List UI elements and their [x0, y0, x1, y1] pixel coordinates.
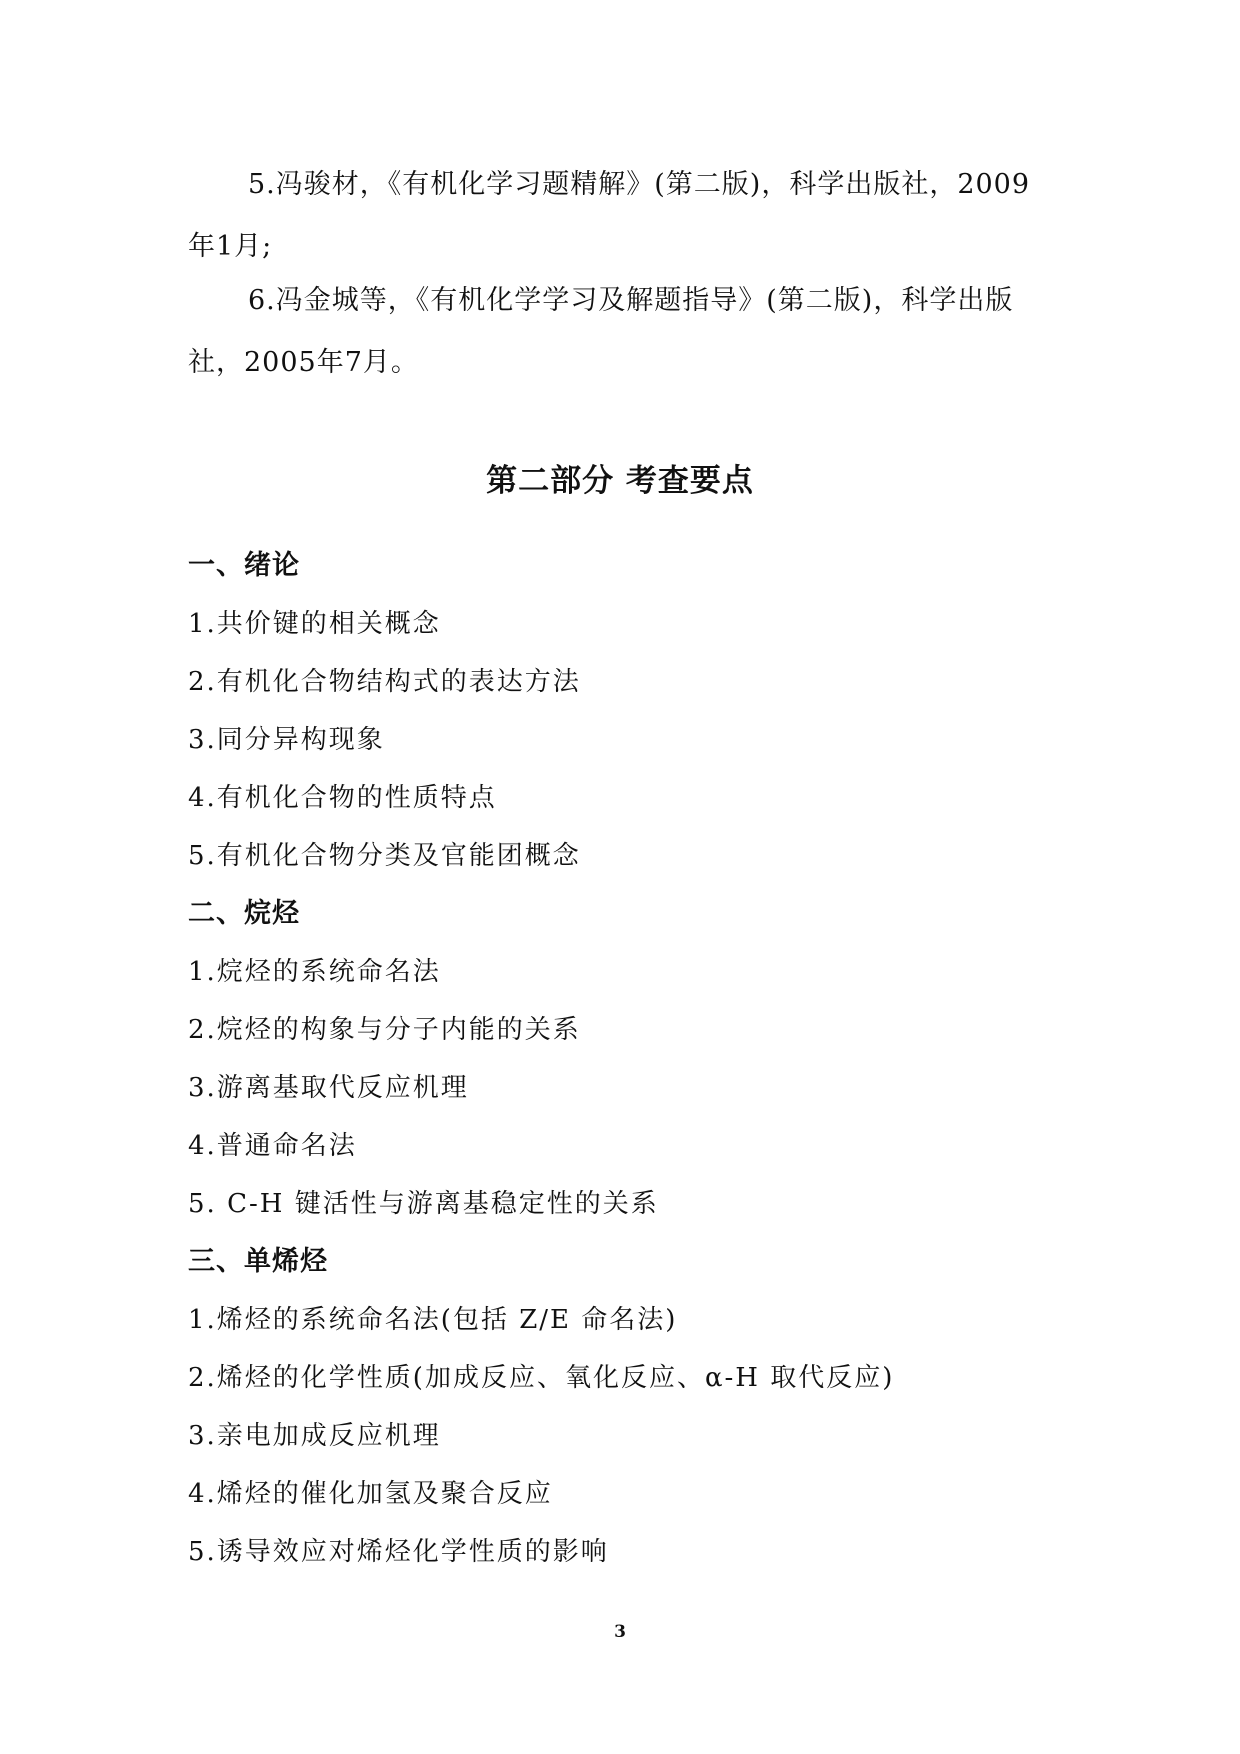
- list-item: 3.亲电加成反应机理: [188, 1421, 441, 1451]
- reference-5: 5.冯骏材，《有机化学习题精解》(第二版)，科学出版社，2009年1月;: [188, 169, 1031, 262]
- list-item: 4.普通命名法: [188, 1131, 357, 1161]
- section-heading: 三、单烯烃: [188, 1246, 328, 1277]
- page-number: 3: [614, 1622, 626, 1642]
- section-introduction: [188, 537, 1088, 885]
- list-item: 3.同分异构现象: [188, 725, 385, 755]
- key-points-list: [188, 537, 1088, 1581]
- list-item: 4.有机化合物的性质特点: [188, 783, 497, 813]
- section-alkenes: [188, 1233, 1088, 1581]
- list-item: 5.诱导效应对烯烃化学性质的影响: [188, 1537, 609, 1567]
- list-item: 4.烯烃的催化加氢及聚合反应: [188, 1479, 553, 1509]
- list-item: 3.游离基取代反应机理: [188, 1073, 469, 1103]
- section-heading: 二、烷烃: [188, 898, 300, 929]
- list-item: 1.烯烃的系统命名法(包括 Z/E 命名法): [188, 1305, 678, 1335]
- list-item: 2.烷烃的构象与分子内能的关系: [188, 1015, 581, 1045]
- list-item: 1.烷烃的系统命名法: [188, 957, 441, 987]
- section-alkanes: [188, 885, 1088, 1233]
- reference-6: 6.冯金城等，《有机化学学习及解题指导》(第二版)，科学出版社，2005年7月。: [188, 285, 1014, 378]
- list-item: 1.共价键的相关概念: [188, 609, 441, 639]
- list-item: 2.有机化合物结构式的表达方法: [188, 667, 581, 697]
- list-item: 5.有机化合物分类及官能团概念: [188, 841, 581, 871]
- section-heading: 一、绪论: [188, 550, 300, 581]
- list-item: 5. C-H 键活性与游离基稳定性的关系: [188, 1189, 659, 1219]
- part-title: 第二部分 考查要点: [486, 463, 754, 499]
- list-item: 2.烯烃的化学性质(加成反应、氧化反应、α-H 取代反应): [188, 1363, 895, 1393]
